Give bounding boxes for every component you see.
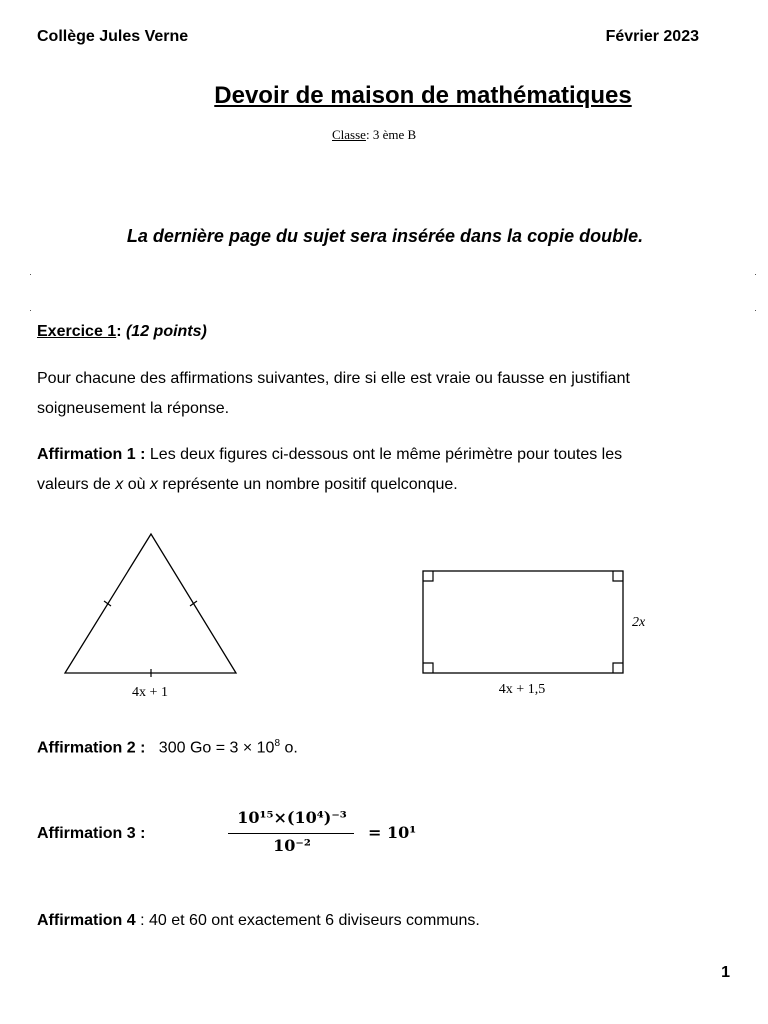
affirmation-1-text-a: valeurs de xyxy=(37,476,116,493)
fraction-bar xyxy=(228,833,354,834)
affirmation-1-text: Les deux figures ci-dessous ont le même périmètre pour toutes les xyxy=(145,446,623,463)
affirmation-2-label: Affirmation 2 : xyxy=(37,739,146,757)
affirmation-1-text-c: représente un nombre positif quelconque. xyxy=(157,476,458,493)
affirmation-4-text: : 40 et 60 ont exactement 6 diviseurs communs. xyxy=(135,912,480,929)
exercise-colon: : xyxy=(116,323,122,340)
page-number: 1 xyxy=(721,964,730,981)
affirmation-4 xyxy=(37,906,737,936)
tick-mark-right xyxy=(190,601,197,606)
intro-line-2: soigneusement la réponse. xyxy=(37,400,230,417)
margin-dot xyxy=(30,274,31,275)
affirmation-2-exponent: 8 xyxy=(274,738,281,749)
rectangle-width-label: 4x + 1,5 xyxy=(498,682,546,697)
school-name: Collège Jules Verne xyxy=(37,28,189,45)
page-title: Devoir de maison de mathématiques xyxy=(214,82,632,109)
class-label: Classe xyxy=(332,127,366,142)
rectangle-height-label: 2x xyxy=(632,615,646,630)
class-value: : 3 ème B xyxy=(365,127,417,142)
margin-dot xyxy=(755,310,756,311)
intro-line-1: Pour chacune des affirmations suivantes, dire si elle est vraie ou fausse en justifiant xyxy=(37,370,630,387)
affirmation-2-text: 300 Go = 3 × 10 xyxy=(158,739,275,757)
figures xyxy=(0,520,768,710)
right-angle-mark xyxy=(613,571,623,581)
right-angle-mark xyxy=(613,663,623,673)
affirmation-4-label: Affirmation 4 xyxy=(37,912,136,929)
equilateral-triangle xyxy=(65,534,236,700)
exercise-label: Exercice 1 xyxy=(37,323,117,340)
exercise-heading xyxy=(37,323,207,341)
class-line xyxy=(332,127,416,143)
affirmation-3-label-text: Affirmation 3 : xyxy=(37,825,146,842)
fraction-result: = 10¹ xyxy=(368,823,417,842)
rectangle xyxy=(423,571,646,697)
fraction-denominator: 10⁻² xyxy=(273,836,311,855)
right-angle-mark xyxy=(423,663,433,673)
affirmation-1-label: Affirmation 1 : xyxy=(37,446,146,463)
affirmation-2 xyxy=(37,729,737,763)
affirmation-1-text-b: où xyxy=(123,476,150,493)
notice-text: La dernière page du sujet sera insérée dans la copie double. xyxy=(126,226,644,246)
affirmation-2-text-end: o. xyxy=(280,739,298,757)
right-angle-mark xyxy=(423,571,433,581)
variable-x: x xyxy=(115,476,124,493)
exercise-points: (12 points) xyxy=(125,323,207,340)
variable-x: x xyxy=(149,476,158,493)
margin-dot xyxy=(30,310,31,311)
triangle-side-label: 4x + 1 xyxy=(132,685,168,700)
affirmation-1 xyxy=(37,440,737,500)
margin-dot xyxy=(755,274,756,275)
fraction-numerator: 10¹⁵×(10⁴)⁻³ xyxy=(237,808,347,827)
document-date: Février 2023 xyxy=(605,28,699,45)
exercise-intro xyxy=(37,364,737,424)
